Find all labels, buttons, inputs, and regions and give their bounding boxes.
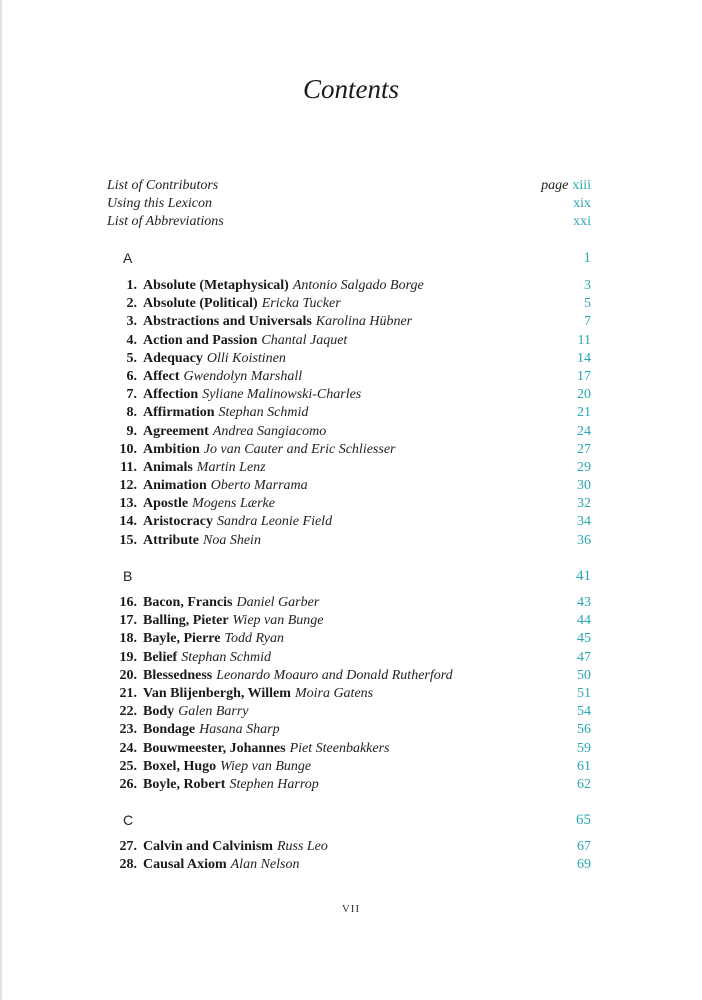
entry-heading: Van Blijenbergh, Willem [143,685,291,701]
front-matter-page[interactable]: xix [573,196,591,211]
entry-number: 18. [119,631,137,647]
toc-entry[interactable] [107,386,591,404]
entry-author: Wiep van Bunge [232,613,324,629]
front-matter [107,177,591,231]
entry-page[interactable]: 5 [584,296,591,312]
toc-entry[interactable] [107,423,591,441]
entry-number: 11. [120,459,137,475]
front-matter-label: List of Contributors [107,178,219,193]
entry-heading: Absolute (Metaphysical) [143,278,289,293]
entry-page[interactable]: 43 [577,595,591,610]
entry-author: Jo van Cauter and Eric Schliesser [203,441,396,457]
entry-page[interactable]: 17 [577,368,591,384]
entry-author: Ericka Tucker [261,296,341,312]
front-matter-row[interactable] [107,177,591,195]
entry-number: 17. [119,613,137,629]
section-page[interactable]: 1 [583,249,591,266]
entry-author: Piet Steenbakkers [289,740,390,756]
entry-heading: Agreement [143,423,209,439]
entry-number: 4. [126,332,137,348]
entry-number: 21. [119,685,137,701]
entry-heading: Adequacy [143,350,203,366]
toc-entry[interactable] [107,313,591,331]
entry-number: 2. [126,296,137,312]
section-letter: A [123,250,133,266]
toc-entry[interactable] [107,838,591,856]
section-header-a[interactable] [107,248,591,268]
entry-number: 14. [119,514,137,530]
entry-heading: Boyle, Robert [143,776,226,792]
toc-entry[interactable] [107,459,591,477]
entry-page[interactable]: 36 [577,532,591,548]
entry-page[interactable]: 7 [584,314,591,330]
entry-page[interactable]: 30 [577,478,591,494]
entry-page[interactable]: 54 [577,704,591,720]
entry-page[interactable]: 50 [577,667,591,683]
entry-number: 24. [119,740,137,756]
entry-author: Karolina Hübner [315,314,413,330]
entry-page[interactable]: 27 [577,441,591,457]
toc-entry[interactable] [107,649,591,667]
entry-number: 13. [119,496,137,512]
entry-author: Syliane Malinowski-Charles [202,387,362,403]
entry-page[interactable]: 11 [577,332,591,348]
entry-heading: Affirmation [143,405,215,421]
section-header-b[interactable] [107,566,591,586]
entry-number: 16. [119,595,137,610]
entry-number: 25. [119,758,137,774]
toc-entry[interactable] [107,630,591,648]
front-matter-page[interactable]: xiii [572,178,591,193]
toc-entry[interactable] [107,740,591,758]
page-edge [0,0,2,1000]
entry-heading: Bacon, Francis [143,595,233,610]
entry-author: Sandra Leonie Field [216,514,333,530]
entry-heading: Abstractions and Universals [143,314,312,330]
entry-heading: Body [143,704,175,720]
entry-page[interactable]: 62 [577,776,591,792]
entry-page[interactable]: 67 [577,839,591,854]
entry-author: Stephan Schmid [218,405,309,421]
entry-author: Hasana Sharp [199,722,280,738]
entry-page[interactable]: 20 [577,387,591,403]
entry-number: 20. [119,667,137,683]
section-letter: B [123,568,133,584]
entry-author: Wiep van Bunge [220,758,312,774]
entry-heading: Bondage [143,722,196,738]
toc-entry[interactable] [107,776,591,794]
entry-author: Oberto Marrama [210,478,308,494]
entry-page[interactable]: 61 [577,758,591,774]
entry-page[interactable]: 21 [577,405,591,421]
entry-heading: Affect [143,368,180,384]
front-matter-label: List of Abbreviations [107,214,224,229]
front-matter-row[interactable] [107,195,591,213]
toc-entry[interactable] [107,721,591,739]
entry-page[interactable]: 45 [577,631,591,647]
entry-heading: Aristocracy [143,514,213,530]
entry-number: 5. [126,350,137,366]
toc-entry[interactable] [107,295,591,313]
entry-heading: Bayle, Pierre [143,631,221,647]
entry-page[interactable]: 34 [577,514,591,530]
entry-page[interactable]: 14 [577,350,591,366]
entry-number: 28. [119,857,137,873]
entry-author: Noa Shein [203,532,261,548]
entry-author: Martin Lenz [196,459,266,475]
toc-entry[interactable] [107,685,591,703]
entry-heading: Apostle [143,496,189,512]
entry-page[interactable]: 32 [577,496,591,512]
entry-number: 10. [119,441,137,457]
entry-author: Gwendolyn Marshall [183,368,303,384]
entry-author: Daniel Garber [236,595,320,610]
entry-heading: Animation [143,478,207,494]
toc-entry[interactable] [107,477,591,495]
toc-entry[interactable] [107,441,591,459]
entry-page[interactable]: 51 [577,685,591,701]
section-c-entries [107,838,591,874]
entry-heading: Animals [143,459,193,475]
entry-number: 12. [119,478,137,494]
entry-heading: Balling, Pieter [143,613,229,629]
toc-entry[interactable] [107,667,591,685]
entry-page[interactable]: 44 [577,613,591,629]
entry-page[interactable]: 29 [577,459,591,475]
entry-heading: Belief [143,649,178,665]
entry-author: Todd Ryan [224,631,285,647]
entry-author: Olli Koistinen [206,350,286,366]
entry-number: 19. [119,649,137,665]
section-letter: C [123,812,134,828]
entry-number: 8. [126,405,137,421]
entry-heading: Ambition [143,441,200,457]
entry-heading: Attribute [143,532,199,548]
entry-author: Chantal Jaquet [261,332,348,348]
toc-entry[interactable] [107,594,591,612]
entry-author: Mogens Lærke [192,496,275,512]
toc-entry[interactable] [107,513,591,531]
toc-entry[interactable] [107,703,591,721]
entry-page[interactable]: 59 [577,740,591,756]
entry-page[interactable]: 24 [577,423,591,439]
toc-entry[interactable] [107,404,591,422]
toc-entry[interactable] [107,350,591,368]
toc-entry[interactable] [107,532,591,550]
entry-number: 3. [126,314,137,330]
entry-page[interactable]: 69 [577,857,591,873]
entry-heading: Boxel, Hugo [143,758,217,774]
section-b-entries [107,594,591,794]
entry-author: Galen Barry [178,704,249,720]
entry-heading: Absolute (Political) [143,296,258,312]
entry-page[interactable]: 47 [577,649,591,665]
page-title: Contents [302,74,399,104]
toc-entry[interactable] [107,856,591,874]
front-matter-page[interactable]: xxi [573,214,591,229]
toc-entry[interactable] [107,368,591,386]
section-page[interactable]: 41 [576,567,591,584]
entry-heading: Causal Axiom [143,857,227,873]
entry-author: Stephen Harrop [229,776,319,792]
toc-entry[interactable] [107,758,591,776]
entry-author: Leonardo Moauro and Donald Rutherford [216,667,453,683]
entry-author: Russ Leo [276,839,328,854]
entry-number: 22. [119,704,137,720]
entry-number: 15. [119,532,137,548]
entry-number: 26. [119,776,137,792]
entry-number: 6. [126,368,137,384]
entry-author: Stephan Schmid [181,649,272,665]
entry-number: 27. [119,839,137,854]
toc-entry[interactable] [107,277,591,295]
folio-page-number: VII [341,903,361,915]
entry-number: 1. [126,278,137,293]
front-matter-label: Using this Lexicon [107,196,212,211]
entry-author: Antonio Salgado Borge [292,278,424,293]
section-a-entries [107,277,591,550]
entry-page[interactable]: 3 [584,278,591,293]
entry-number: 7. [126,387,137,403]
toc-entry[interactable] [107,495,591,513]
entry-heading: Bouwmeester, Johannes [143,740,286,756]
entry-heading: Action and Passion [143,332,258,348]
entry-author: Alan Nelson [230,857,300,873]
toc-entry[interactable] [107,332,591,350]
entry-number: 9. [126,423,137,439]
entry-author: Andrea Sangiacomo [212,423,327,439]
toc-entry[interactable] [107,612,591,630]
entry-author: Moira Gatens [294,685,374,701]
entry-page[interactable]: 56 [577,722,591,738]
entry-heading: Affection [143,387,199,403]
entry-heading: Calvin and Calvinism [143,839,273,854]
page-prefix: page [541,178,569,193]
section-page[interactable]: 65 [576,811,591,828]
front-matter-row[interactable] [107,213,591,231]
section-header-c[interactable] [107,810,591,830]
entry-number: 23. [119,722,137,738]
entry-heading: Blessedness [143,667,213,683]
